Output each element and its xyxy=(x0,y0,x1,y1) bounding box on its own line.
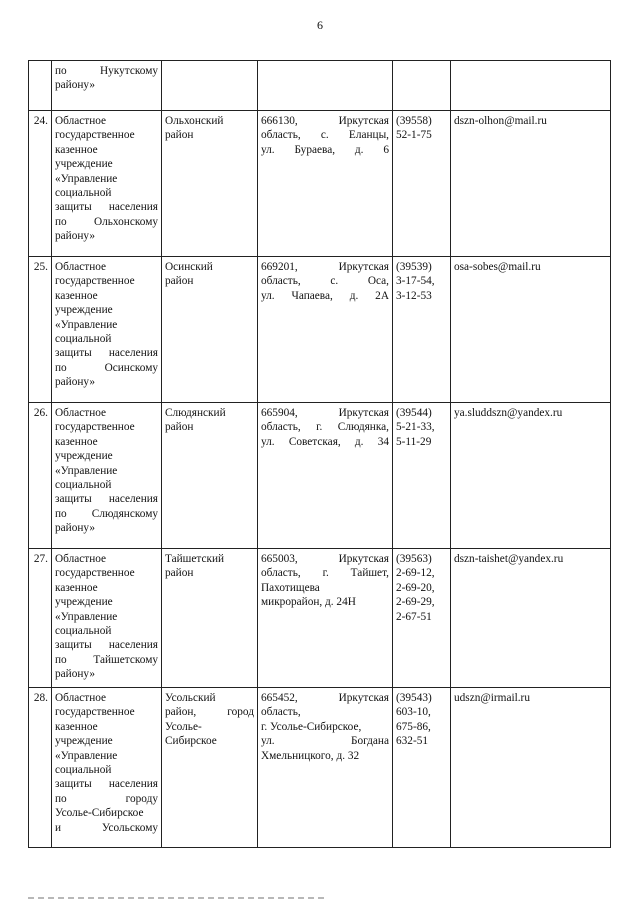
address-line: ул. Советская, д. 34 xyxy=(261,435,389,448)
name-line: казенное xyxy=(55,581,98,594)
name-line: государственное xyxy=(55,706,135,719)
phone-line: 5-21-33, xyxy=(396,421,435,434)
institution-name xyxy=(52,403,162,549)
district-line: Ольхонский xyxy=(165,115,224,127)
row-number: 25. xyxy=(29,257,52,403)
phone-line: 675-86, xyxy=(396,720,431,733)
name-line: учреждение xyxy=(55,735,113,748)
district-line: Усольский xyxy=(165,692,216,704)
name-line: учреждение xyxy=(55,304,113,317)
institution-name xyxy=(52,549,162,688)
address-line: 665003, Иркутская xyxy=(261,553,389,565)
address-line: г. Усолье-Сибирское, xyxy=(261,720,362,733)
name-line: защиты населения xyxy=(55,493,158,506)
district xyxy=(162,549,258,688)
district xyxy=(162,111,258,257)
address-line: микрорайон, д. 24Н xyxy=(261,596,356,609)
table-row xyxy=(29,549,611,688)
phone-line: (39543) xyxy=(396,692,432,704)
address-line: ул. Чапаева, д. 2А xyxy=(261,289,389,302)
district-line: Сибирское xyxy=(165,735,217,748)
name-line: по Слюдянскому xyxy=(55,507,158,520)
phone-line: 52-1-75 xyxy=(396,129,432,142)
table-row xyxy=(29,403,611,549)
address-line: ул. Богдана xyxy=(261,735,389,748)
phone-numbers xyxy=(393,257,451,403)
name-line: по Тайшетскому xyxy=(55,653,158,666)
institution-name xyxy=(52,688,162,848)
district-line: Слюдянский xyxy=(165,407,226,419)
postal-address xyxy=(258,61,393,111)
email-address: udszn@irmail.ru xyxy=(451,688,611,848)
name-line: району» xyxy=(55,668,95,681)
phone-line: (39563) xyxy=(396,553,432,565)
institutions-table xyxy=(28,60,611,848)
postal-address xyxy=(258,111,393,257)
name-line: «Управление xyxy=(55,464,118,477)
name-line: и Усольскому xyxy=(55,821,158,834)
postal-address xyxy=(258,688,393,848)
name-line: государственное xyxy=(55,421,135,434)
address-line: 666130, Иркутская xyxy=(261,115,389,127)
name-line: «Управление xyxy=(55,749,118,762)
district xyxy=(162,403,258,549)
email-address: ya.sluddszn@yandex.ru xyxy=(451,403,611,549)
address-line: область, xyxy=(261,706,301,719)
name-line: государственное xyxy=(55,129,135,142)
row-number xyxy=(29,61,52,111)
address-line: 669201, Иркутская xyxy=(261,261,389,273)
row-number: 28. xyxy=(29,688,52,848)
district xyxy=(162,688,258,848)
table-row xyxy=(29,257,611,403)
phone-line: 3-17-54, xyxy=(396,275,435,288)
row-number: 27. xyxy=(29,549,52,688)
name-line: защиты населения xyxy=(55,201,158,214)
phone-line: (39558) xyxy=(396,115,432,127)
name-line: социальной xyxy=(55,764,112,777)
name-line: учреждение xyxy=(55,596,113,609)
address-line: 665452, Иркутская xyxy=(261,692,389,704)
district-line: район xyxy=(165,129,194,142)
institution-name xyxy=(52,257,162,403)
name-line: району» xyxy=(55,230,95,243)
address-line: 665904, Иркутская xyxy=(261,407,389,419)
district xyxy=(162,61,258,111)
district-line: Тайшетский xyxy=(165,553,225,565)
name-line: казенное xyxy=(55,435,98,448)
name-line: по Нукутскому xyxy=(55,65,158,77)
address-line: область, с. Оса, xyxy=(261,275,389,288)
phone-numbers xyxy=(393,111,451,257)
name-line: казенное xyxy=(55,143,98,156)
phone-line: 5-11-29 xyxy=(396,435,432,448)
phone-numbers xyxy=(393,403,451,549)
name-line: по Ольхонскому xyxy=(55,215,158,228)
name-line: защиты населения xyxy=(55,778,158,791)
name-line: по Осинскому xyxy=(55,361,158,374)
email-address xyxy=(451,61,611,111)
address-line: Пахотищева xyxy=(261,581,320,594)
district-line: Усолье- xyxy=(165,720,202,733)
district-line: район xyxy=(165,421,194,434)
phone-line: 2-67-51 xyxy=(396,610,432,623)
name-line: «Управление xyxy=(55,172,118,185)
address-line: область, с. Еланцы, xyxy=(261,129,389,142)
name-line: по городу xyxy=(55,792,158,805)
page-number: 6 xyxy=(317,18,323,32)
postal-address xyxy=(258,257,393,403)
email-address: osa-sobes@mail.ru xyxy=(451,257,611,403)
name-line: Областное xyxy=(55,692,107,704)
address-line: Хмельницкого, д. 32 xyxy=(261,749,360,762)
phone-line: 603-10, xyxy=(396,706,431,719)
address-line: область, г. Тайшет, xyxy=(261,567,389,580)
name-line: «Управление xyxy=(55,610,118,623)
name-line: району» xyxy=(55,522,95,535)
district-line: Осинский xyxy=(165,261,213,273)
table-row xyxy=(29,688,611,848)
name-line: казенное xyxy=(55,720,98,733)
name-line: району» xyxy=(55,79,95,92)
row-number: 24. xyxy=(29,111,52,257)
table-row xyxy=(29,61,611,111)
phone-line: 632-51 xyxy=(396,735,429,748)
name-line: Областное xyxy=(55,115,107,127)
name-line: району» xyxy=(55,376,95,389)
name-line: учреждение xyxy=(55,158,113,171)
email-address: dszn-olhon@mail.ru xyxy=(451,111,611,257)
address-line: область, г. Слюдянка, xyxy=(261,421,389,434)
district-line: район xyxy=(165,275,194,288)
postal-address xyxy=(258,549,393,688)
table-body xyxy=(29,61,611,848)
name-line: казенное xyxy=(55,289,98,302)
scan-artifact-line xyxy=(28,897,328,899)
name-line: Областное xyxy=(55,553,107,565)
phone-line: 2-69-29, xyxy=(396,596,435,609)
phone-numbers xyxy=(393,61,451,111)
phone-line: (39539) xyxy=(396,261,432,273)
phone-line: 2-69-20, xyxy=(396,581,435,594)
name-line: Усолье-Сибирское xyxy=(55,807,144,820)
name-line: государственное xyxy=(55,275,135,288)
institution-name xyxy=(52,111,162,257)
row-number: 26. xyxy=(29,403,52,549)
name-line: Областное xyxy=(55,261,107,273)
name-line: «Управление xyxy=(55,318,118,331)
address-line: ул. Бураева, д. 6 xyxy=(261,143,389,156)
district-line: район, город xyxy=(165,706,254,719)
phone-numbers xyxy=(393,549,451,688)
name-line: социальной xyxy=(55,479,112,492)
name-line: государственное xyxy=(55,567,135,580)
email-address: dszn-taishet@yandex.ru xyxy=(451,549,611,688)
name-line: Областное xyxy=(55,407,107,419)
phone-line: (39544) xyxy=(396,407,432,419)
name-line: учреждение xyxy=(55,450,113,463)
district xyxy=(162,257,258,403)
name-line: социальной xyxy=(55,625,112,638)
name-line: социальной xyxy=(55,187,112,200)
district-line: район xyxy=(165,567,194,580)
phone-numbers xyxy=(393,688,451,848)
phone-line: 2-69-12, xyxy=(396,567,435,580)
name-line: защиты населения xyxy=(55,347,158,360)
table-row xyxy=(29,111,611,257)
name-line: социальной xyxy=(55,333,112,346)
postal-address xyxy=(258,403,393,549)
institution-name xyxy=(52,61,162,111)
phone-line: 3-12-53 xyxy=(396,289,432,302)
name-line: защиты населения xyxy=(55,639,158,652)
